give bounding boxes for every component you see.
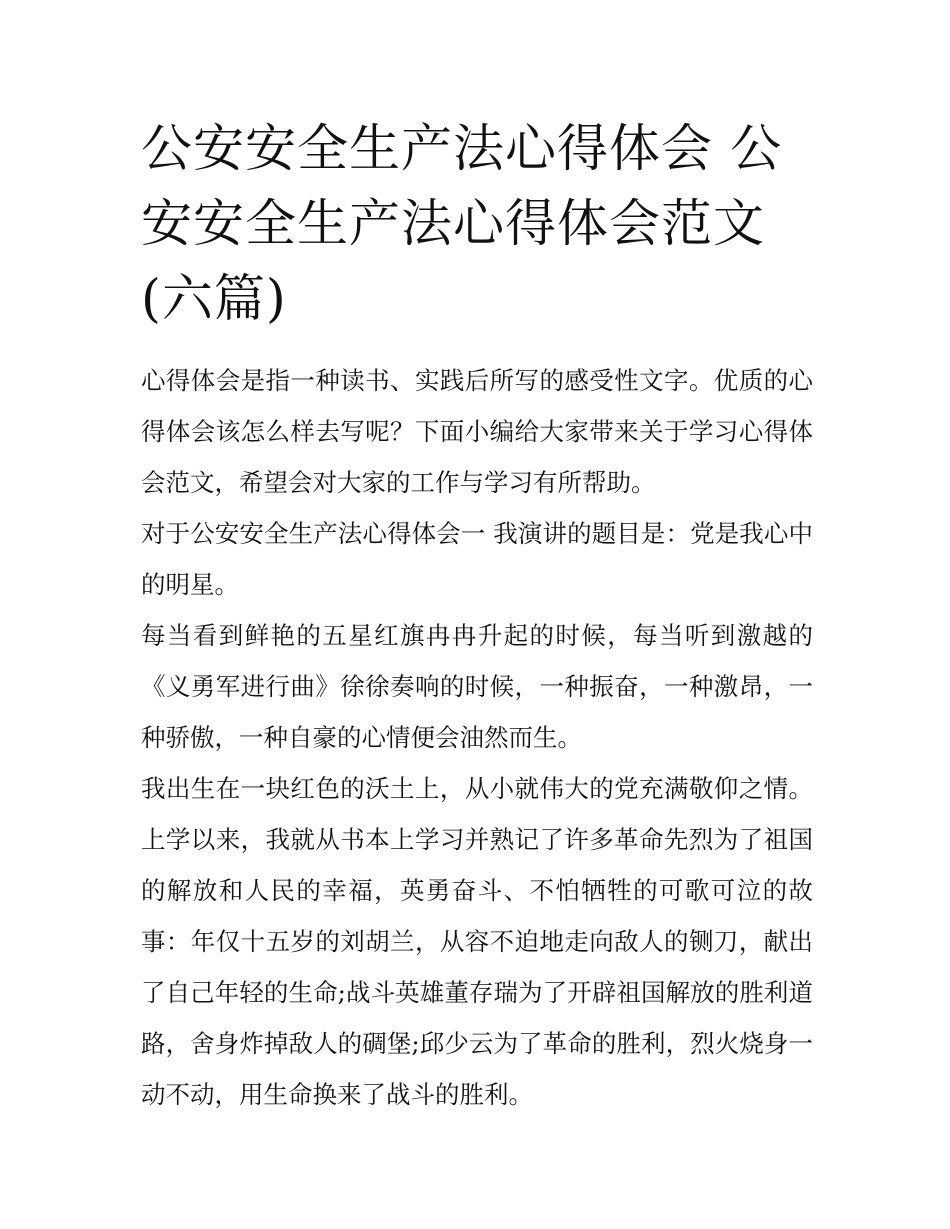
paragraph-speech-topic: 对于公安安全生产法心得体会一 我演讲的题目是：党是我心中的明星。 [141, 519, 813, 599]
paragraph-intro: 心得体会是指一种读书、实践后所写的感受性文字。优质的心得体会该怎么样去写呢？下面小编给大家带来关于学习心得体会范文，希望会对大家的工作与学习有所帮助。 [141, 366, 813, 497]
paragraph-flag: 每当看到鲜艳的五星红旗冉冉升起的时候，每当听到激越的《义勇军进行曲》徐徐奏响的时候，一种振奋，一种激昂，一种骄傲，一种自豪的心情便会油然而生。 [141, 621, 813, 752]
document-page [141, 112, 813, 1120]
document-body [141, 355, 813, 1120]
paragraph-heroes: 我出生在一块红色的沃土上，从小就伟大的党充满敬仰之情。上学以来，我就从书本上学习并熟记了许多革命先烈为了祖国的解放和人民的幸福，英勇奋斗、不怕牺牲的可歌可泣的故事：年仅十五岁的刘胡兰，从容不迫地走向敌人的铡刀，献出了自己年轻的生命;战斗英雄董存瑞为了开辟祖国解放的胜利道路，舍身炸掉敌人的碉堡;邱少云为了革命的胜利，烈火烧身一动不动，用生命换来了战斗的胜利。 [141, 774, 813, 1109]
document-title: 公安安全生产法心得体会 公安安全生产法心得体会范文(六篇) [141, 120, 783, 329]
